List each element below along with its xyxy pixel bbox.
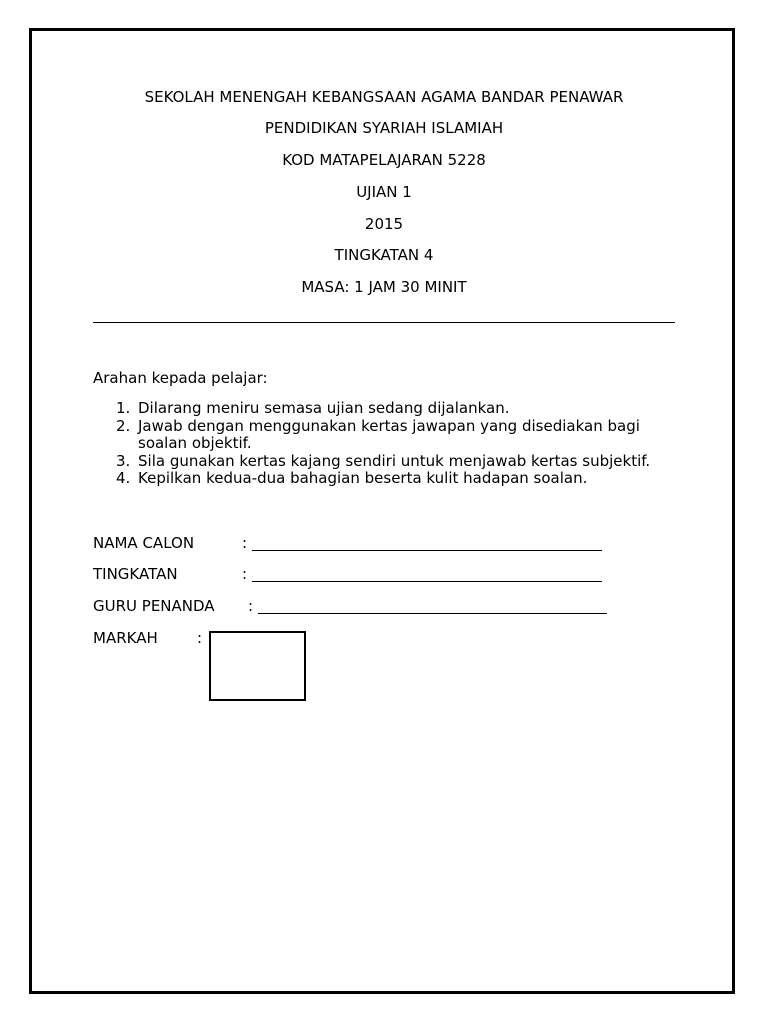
marks-colon: : bbox=[197, 629, 203, 647]
page-border bbox=[29, 28, 735, 994]
candidate-name-label: NAMA CALON bbox=[93, 534, 195, 552]
instruction-item bbox=[93, 470, 683, 488]
instructions-list bbox=[93, 400, 683, 488]
form-blank[interactable] bbox=[252, 581, 602, 582]
instruction-text: Jawab dengan menggunakan kertas jawapan yang disediakan bagi soalan objektif. bbox=[138, 416, 640, 452]
instruction-item bbox=[93, 453, 683, 471]
marks-label: MARKAH bbox=[93, 629, 158, 647]
subject-code: KOD MATAPELAJARAN 5228 bbox=[282, 151, 486, 169]
instruction-number: 4. bbox=[116, 469, 131, 487]
instruction-number: 1. bbox=[116, 399, 131, 417]
instruction-text: Dilarang meniru semasa ujian sedang dijalankan. bbox=[138, 399, 510, 417]
form-colon: : bbox=[242, 565, 248, 583]
instruction-text: Kepilkan kedua-dua bahagian beserta kulit hadapan soalan. bbox=[138, 469, 588, 487]
teacher-colon: : bbox=[248, 597, 254, 615]
instruction-item bbox=[93, 418, 683, 453]
instruction-number: 2. bbox=[116, 416, 131, 435]
instruction-item bbox=[93, 400, 683, 418]
marks-box[interactable] bbox=[209, 631, 306, 701]
form-level: TINGKATAN 4 bbox=[334, 246, 434, 264]
candidate-name-colon: : bbox=[242, 534, 248, 552]
exam-title: UJIAN 1 bbox=[356, 183, 412, 201]
exam-duration: MASA: 1 JAM 30 MINIT bbox=[301, 278, 467, 296]
form-label: TINGKATAN bbox=[93, 565, 178, 583]
subject-title: PENDIDIKAN SYARIAH ISLAMIAH bbox=[264, 119, 504, 137]
instructions-heading: Arahan kepada pelajar: bbox=[93, 369, 268, 387]
header-divider bbox=[93, 322, 675, 323]
teacher-blank[interactable] bbox=[258, 613, 607, 614]
school-name: SEKOLAH MENENGAH KEBANGSAAN AGAMA BANDAR PENAWAR bbox=[144, 88, 624, 106]
instruction-text: Sila gunakan kertas kajang sendiri untuk menjawab kertas subjektif. bbox=[138, 451, 651, 470]
instruction-number: 3. bbox=[116, 451, 131, 470]
candidate-name-blank[interactable] bbox=[252, 550, 602, 551]
teacher-label: GURU PENANDA bbox=[93, 597, 215, 615]
exam-year: 2015 bbox=[364, 215, 404, 233]
